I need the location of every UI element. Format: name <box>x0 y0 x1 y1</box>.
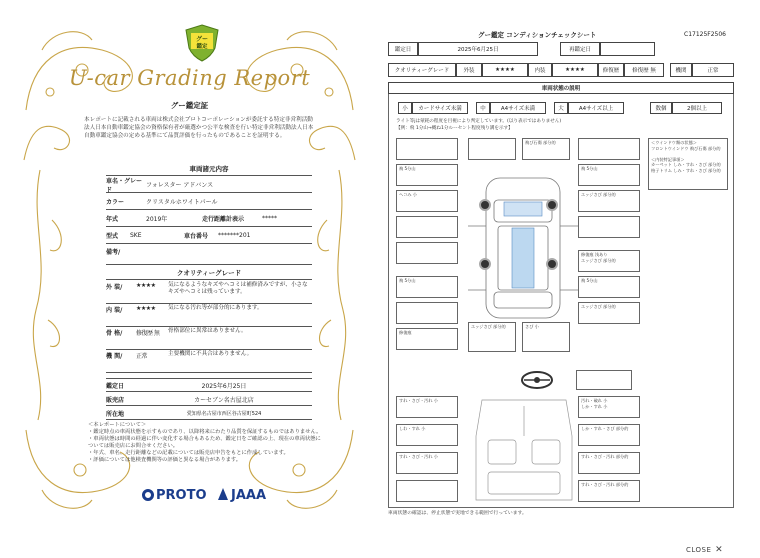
size-large-value: A4サイズ以上 <box>568 102 624 114</box>
diagram-note-tire-rl: 飛 5分山 <box>396 276 458 298</box>
sheet-code: C17125F2506 <box>684 31 726 38</box>
steering-wheel-icon <box>520 370 554 390</box>
quality-row-engine: 機 関/ 正常 主要機関に不具合はありません。 <box>106 351 312 373</box>
quality-row-frame: 骨 格/ 修復歴 無 骨格部位に異常はありません。 <box>106 328 312 350</box>
date-value: 2025年6月25日 <box>418 42 538 56</box>
svg-text:鑑定: 鑑定 <box>196 44 208 50</box>
sheet-footer-note: 車両状態の確認は、停止状態で実地できる範囲で行っています。 <box>388 511 527 516</box>
vehicle-row-year: 年式 2019年 走行距離計表示 ***** <box>106 211 312 227</box>
car-top-view-icon <box>458 166 588 326</box>
diagram-note-rear-edge: エッジさび 部分的 <box>468 322 516 352</box>
diagram-note-edge1: エッジさび 部分的 <box>578 190 640 212</box>
certificate-title: U-car Grading Report <box>68 66 311 90</box>
diagram-note-edge2: エッジさび 部分的 <box>578 302 640 324</box>
diagram-note-front-top: 飛び石傷 部分的 <box>522 138 570 160</box>
diagram-box <box>396 216 458 238</box>
close-icon: ✕ <box>715 545 724 555</box>
car-interior-view-icon <box>474 396 574 504</box>
info-row-address: 所在地 愛知県名古屋市西区谷古屋町524 <box>106 407 312 420</box>
legend-1: ライト等jは蒙耗の程度を目視により判定しています。(以り表示ではありません) <box>396 119 562 124</box>
size-medium-value: A4サイズ未満 <box>490 102 546 114</box>
size-large-label: 大 <box>554 102 568 114</box>
jaaa-mark-icon <box>218 488 228 500</box>
interior-note-r4: すれ・さび・汚れ 部分的 <box>578 480 640 502</box>
diagram-note-rear-left: 修復痕 <box>396 328 458 350</box>
tire-rear-right-icon <box>546 258 558 270</box>
proto-logo: PROTO <box>142 488 207 503</box>
diagram-box <box>468 138 516 160</box>
size-small-value: カードサイズ未満 <box>412 102 468 114</box>
tire-front-left-icon <box>479 199 491 211</box>
reissue-value <box>600 42 655 56</box>
vehicle-row-name: 車名・グレード フォレスター アドバンス <box>106 177 312 193</box>
diagram-box <box>396 242 458 264</box>
interior-note-2: しわ・すれ 小 <box>396 424 458 446</box>
vehicle-row-model: 型式 SKE 車台番号 *******201 <box>106 228 312 244</box>
close-button[interactable]: CLOSE ✕ <box>686 545 724 555</box>
vehicle-row-color: カラー クリスタルホワイトパール <box>106 194 312 210</box>
diagram-note-rear-sabi: さび 小 <box>522 322 570 352</box>
interior-note-1: すれ・さび・汚れ 小 <box>396 396 458 418</box>
interior-note-r1: 汚れ・破れ 小 しか・すれ 小 <box>578 396 640 418</box>
info-row-date: 鑑定日 2025年6月25日 <box>106 379 312 392</box>
quality-row-exterior: 外 装/ ★★★★ 気になるようなキズやヘコミは補修済みですが、小さなキズやヘコミは残っています。 <box>106 282 312 304</box>
diagram-note-tire-fr: 飛 5分山 <box>578 164 640 186</box>
size-multi-value: 2個以上 <box>672 102 722 114</box>
diagram-note-repair-mid: 修復痕 浅あり エッジさび 部分的 <box>578 250 640 272</box>
tire-front-right-icon <box>546 199 558 211</box>
date-label: 鑑定日 <box>388 42 418 56</box>
diagram-box <box>396 480 458 502</box>
size-small-label: 小 <box>398 102 412 114</box>
interior-note-3: すれ・さび・汚れ 小 <box>396 452 458 474</box>
vehicle-section-title: 車両諸元内容 <box>189 165 229 173</box>
info-row-dealer: 販売店 カーセブン名古屋北店 <box>106 393 312 406</box>
goo-kantei-badge-icon <box>184 24 220 62</box>
grade-engine-value: 正常 <box>692 63 734 77</box>
grade-engine-label: 機関 <box>670 63 692 77</box>
legend-2: 【例：飛 1分山→概ね1分ルーセント程度残り溝を示す】 <box>396 126 513 131</box>
condition-title: 車両状態の説明 <box>388 82 734 94</box>
size-multi-label: 数個 <box>650 102 672 114</box>
grading-certificate <box>22 20 357 515</box>
window-interior-note: ＜ウインドウ類の状態＞ フロントウインドウ 飛び石傷 部分的 ＜内装特記事項＞ カーペット しみ・すれ・さび 部分的 格子トリム しみ・すれ・さび 部分的 <box>648 138 728 190</box>
tire-rear-left-icon <box>479 258 491 270</box>
quality-row-interior: 内 装/ ★★★★ 気になる汚れ等が部分的にあります。 <box>106 305 312 327</box>
vehicle-row-remarks: 備考/ <box>106 245 312 265</box>
certificate-intro: 本レポートに記載される車両は株式会社プロトコーポレーションが委託する特定非営利活動法人日本自動車鑑定協会の資格保有者が厳選かつ公平な検査を行い特定非営利活動法人日本自動車鑑定協会の定める基準にて品質評価を行ったものであることを証明する。 <box>84 117 314 140</box>
proto-mark-icon <box>142 489 154 501</box>
svg-text:グー: グー <box>195 36 209 43</box>
diagram-box <box>578 138 640 160</box>
diagram-note-hekomi: ヘコみ 小 <box>396 190 458 212</box>
reissue-label: 再鑑定日 <box>560 42 600 56</box>
grade-exterior-stars: ★★★★ <box>482 63 528 77</box>
grade-interior-label: 内装 <box>528 63 552 77</box>
grade-exterior-label: 外装 <box>456 63 482 77</box>
interior-note-r3: すれ・さび・汚れ 部分的 <box>578 452 640 474</box>
size-medium-label: 中 <box>476 102 490 114</box>
quality-section-title: クオリティーグレード <box>176 269 242 277</box>
grade-repair-value: 修復歴 無 <box>624 63 664 77</box>
certificate-notes: ＜本レポートについて＞ ・鑑定時点の車両状態を示すものであり、以降将来にわたり品質を保証するものではありません。 ・車両状態は時間の経過に伴い変化する場合もあるため、鑑定日をご確認の上、現在の車両状態については販売店にお問合せください。 ・年式、車名、走行距離などの記載については販売店申告をもとに作成しています。 ・評価については他検査機関等の評価と異なる場合があります。 <box>88 422 322 463</box>
grade-interior-stars: ★★★★ <box>552 63 598 77</box>
grade-repair-label: 修復歴 <box>598 63 624 77</box>
sheet-title: グー鑑定 コンディションチェックシート <box>478 31 597 39</box>
grade-label: クオリティーグレード <box>388 63 456 77</box>
interior-note-r2: しか・すれ・さび 部分的 <box>578 424 640 446</box>
divider <box>106 279 312 280</box>
diagram-box <box>576 370 632 390</box>
condition-check-sheet <box>388 26 738 516</box>
diagram-box <box>578 216 640 238</box>
diagram-note-tire-rr: 飛 5分山 <box>578 276 640 298</box>
diagram-box <box>396 138 458 160</box>
diagram-note-tire-fl: 飛 5分山 <box>396 164 458 186</box>
diagram-box <box>396 302 458 324</box>
jaaa-logo: JAAA <box>218 488 266 503</box>
certificate-subtitle: グー鑑定証 <box>170 101 209 110</box>
